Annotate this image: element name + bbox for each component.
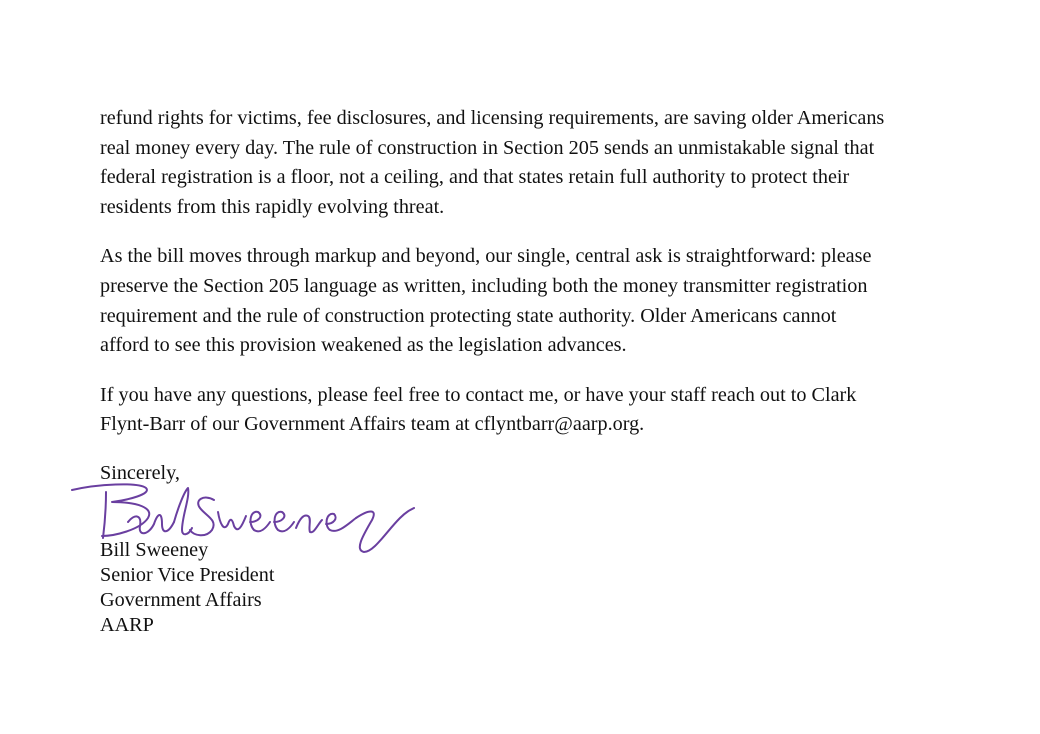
signer-organization: AARP xyxy=(100,614,154,636)
paragraph-refund-rights: refund rights for victims, fee disclosures, and licensing requirements, are saving older Americans real money every day. The rule of construction in Section 205 sends an unmistakable signal that federal registration is a floor, not a ceiling, and that states retain full authority to protect their residents from this rapidly evolving threat. xyxy=(100,107,885,218)
signer-department: Government Affairs xyxy=(100,589,262,611)
paragraph-central-ask: As the bill moves through markup and beyond, our single, central ask is straightforward: please preserve the Section 205 language as written, including both the money transmitter registration requirement and the rule of construction protecting state authority. Older Americans cannot afford to see this provision weakened as the legislation advances. xyxy=(100,245,872,357)
signer-block xyxy=(100,538,274,638)
signer-title: Senior Vice President xyxy=(100,564,275,586)
paragraph-contact: If you have any questions, please feel free to contact me, or have your staff reach out to Clark Flynt-Barr of our Government Affairs team at cflyntbarr@aarp.org. xyxy=(100,383,857,436)
letter-body xyxy=(100,104,980,460)
signer-name: Bill Sweeney xyxy=(100,539,209,561)
closing-salutation: Sincerely, xyxy=(100,462,180,484)
